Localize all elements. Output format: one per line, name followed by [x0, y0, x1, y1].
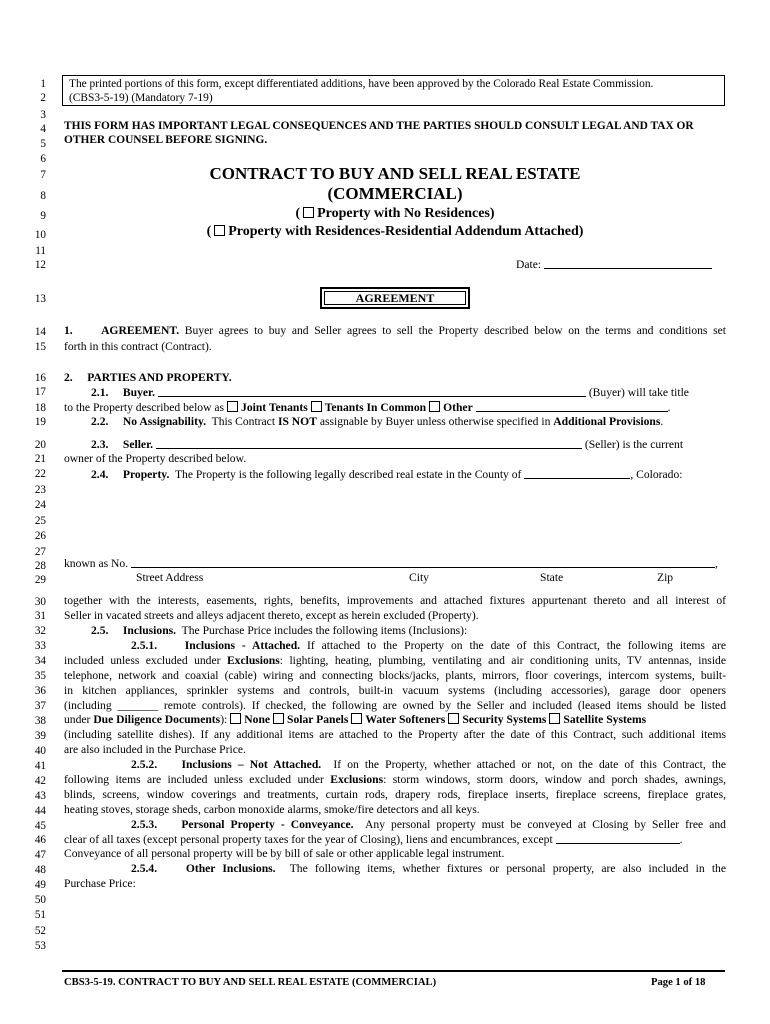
body-line-35: telephone, network and coaxial (cable) wiring and connecting blocks/jacks, plants, mirrors, floor coverings, intercom systems, built- [64, 669, 726, 682]
body-line-40: are also included in the Purchase Price. [64, 743, 246, 756]
agreement-heading-box: AGREEMENT [320, 287, 470, 309]
date-label: Date: [516, 258, 542, 271]
except-field[interactable] [556, 832, 680, 844]
sub-2-5-3-text: Any personal property must be conveyed at Closing by Seller free and [365, 818, 726, 831]
line-number: 20 [34, 439, 46, 451]
tenants-in-common-label: Tenants In Common [324, 401, 427, 414]
sec2-heading: 2. PARTIES AND PROPERTY. [64, 371, 232, 384]
sec1-text: Buyer agrees to buy and Seller agrees to sell the Property described below on the terms and conditions set [184, 324, 726, 337]
sec1-number: 1. [64, 324, 73, 337]
body-line-44: heating stoves, storage sheds, carbon monoxide alarms, smoke/fire detectors and all keys. [64, 803, 480, 816]
notice-line-1: The printed portions of this form, except differentiated additions, have been approved by the Colorado Real Estate Commission. [69, 78, 654, 90]
known-as-row: known as No. , [64, 557, 718, 570]
body-line-30: together with the interests, easements, rights, benefits, improvements and attached fixtures appurtenant thereto and all interest of [64, 594, 726, 607]
addr-state-label: State [540, 571, 564, 584]
body-line-48 [131, 862, 726, 875]
sub-2-5-2-heading: Inclusions – Not Attached. [181, 758, 322, 771]
line-number: 1 [40, 78, 46, 90]
body-line-31: Seller in vacated streets and alleys adjacent thereto, except as herein excluded (Property). [64, 609, 479, 622]
warning-line-1: THIS FORM HAS IMPORTANT LEGAL CONSEQUENCES AND THE PARTIES SHOULD CONSULT LEGAL AND TAX OR [64, 120, 694, 132]
joint-tenants-label: Joint Tenants [241, 401, 308, 414]
none-label: None [244, 713, 271, 726]
inclusions-heading: Inclusions. [122, 624, 177, 637]
inclusions-row [91, 624, 467, 637]
assign-number: 2.2. [91, 415, 109, 428]
line-number: 39 [34, 730, 46, 742]
sub-2-5-4-heading: Other Inclusions. [185, 862, 276, 875]
body-line-34 [64, 654, 726, 667]
title-row: to the Property described below as Joint Tenants Tenants In Common Other . [64, 401, 671, 414]
line-number: 40 [34, 745, 46, 757]
option-no-residences [64, 206, 726, 222]
body-line-38 [64, 713, 726, 726]
assign-is-not: IS NOT [277, 415, 317, 428]
l34-exclusions: Exclusions [226, 654, 280, 667]
line-number: 48 [34, 864, 46, 876]
l42-c: : storm windows, storm doors, window and porch shades, awnings, [383, 773, 726, 786]
satellite-systems-label: Satellite Systems [563, 713, 647, 726]
line-number: 29 [34, 574, 46, 586]
line-number: 33 [34, 640, 46, 652]
line-number: 32 [34, 625, 46, 637]
other-label: Other [443, 401, 473, 414]
line-number: 47 [34, 849, 46, 861]
body-line-36: in kitchen appliances, sprinkler systems and controls, built-in vacuum systems (including accessories), garage door openers [64, 684, 726, 697]
sub-2-5-3-heading: Personal Property - Conveyance. [181, 818, 354, 831]
footer-page-number: Page 1 of 18 [651, 977, 706, 988]
line-number: 17 [34, 386, 46, 398]
body-line-49 [64, 877, 136, 890]
line-number: 50 [34, 894, 46, 906]
line-number: 10 [34, 229, 46, 241]
buyer-row [91, 385, 726, 399]
addr-street-label: Street Address [136, 571, 204, 584]
line-number: 34 [34, 655, 46, 667]
notice-line-2: (CBS3-5-19) (Mandatory 7-19) [69, 92, 213, 104]
line-number: 5 [40, 138, 46, 150]
solar-panels-checkbox[interactable] [273, 713, 284, 724]
sec1-line-2: forth in this contract (Contract). [64, 340, 212, 353]
line-number: 7 [40, 169, 46, 181]
line-number: 41 [34, 760, 46, 772]
line-number: 8 [40, 190, 46, 202]
assignability-row: 2.2. No Assignability. This Contract IS NOT assignable by Buyer unless otherwise specified in Additional Provisions. [91, 415, 664, 428]
sub-2-5-2-number: 2.5.2. [131, 758, 158, 771]
line-number: 42 [34, 775, 46, 787]
l42-a: following items are included unless excluded under [64, 773, 324, 786]
other-checkbox[interactable] [429, 401, 440, 412]
with-residences-checkbox[interactable] [214, 225, 225, 236]
assign-text-2: assignable by Buyer unless otherwise specified in [319, 415, 551, 428]
line-number: 18 [34, 402, 46, 414]
line-number: 52 [34, 925, 46, 937]
line-number: 6 [40, 153, 46, 165]
body-line-42 [64, 773, 726, 786]
body-line-46: clear of all taxes (except personal property taxes for the year of Closing), liens and encumbrances, except . [64, 833, 683, 846]
inclusions-text: The Purchase Price includes the following items (Inclusions): [181, 624, 468, 637]
sub-2-5-2-text: If on the Property, whether attached or not, on the date of this Contract, the [333, 758, 727, 771]
line-number: 12 [34, 259, 46, 271]
tenants-in-common-checkbox[interactable] [311, 401, 322, 412]
line-number: 9 [40, 210, 46, 222]
footer-rule [62, 970, 725, 972]
line-number: 36 [34, 685, 46, 697]
date-field[interactable] [544, 257, 712, 269]
sub-2-5-1-text: If attached to the Property on the date of this Contract, the following items are [306, 639, 727, 652]
solar-panels-label: Solar Panels [287, 713, 349, 726]
option-with-residences [64, 224, 726, 240]
body-line-33 [131, 639, 726, 652]
line-number: 46 [34, 834, 46, 846]
line-number: 31 [34, 610, 46, 622]
property-number: 2.4. [91, 468, 109, 481]
other-field[interactable] [476, 400, 668, 412]
line-number: 30 [34, 596, 46, 608]
line-number: 21 [34, 453, 46, 465]
paren-open: ( [206, 224, 212, 239]
sec1-heading: AGREEMENT. [101, 324, 180, 337]
known-as-label: known as No. [64, 557, 129, 570]
property-text: The Property is the following legally described real estate in the County of [174, 468, 522, 481]
security-systems-checkbox[interactable] [448, 713, 459, 724]
addr-city-label: City [409, 571, 429, 584]
line-number: 22 [34, 468, 46, 480]
seller-line-2: owner of the Property described below. [64, 452, 247, 465]
body-line-43: blinds, screens, window coverings and treatments, curtain rods, drapery rods, fireplace inserts, fireplace screens, fireplace grates, [64, 788, 726, 801]
line-number: 44 [34, 805, 46, 817]
body-line-41 [131, 758, 726, 771]
contract-subtitle: (COMMERCIAL) [327, 184, 463, 203]
sub-2-5-1-heading: Inclusions - Attached. [184, 639, 301, 652]
addr-zip-label: Zip [657, 571, 674, 584]
address-field[interactable] [131, 556, 715, 568]
property-tail: , Colorado: [630, 468, 683, 481]
line-number: 3 [40, 109, 46, 121]
option-with-residences-label: Property with Residences-Residential Addendum Attached) [228, 224, 584, 239]
sub-2-5-4-number: 2.5.4. [131, 862, 158, 875]
option-no-residences-label: Property with No Residences) [317, 206, 495, 221]
satellite-systems-checkbox[interactable] [549, 713, 560, 724]
water-softeners-label: Water Softeners [365, 713, 446, 726]
line-number: 19 [34, 416, 46, 428]
buyer-tail: (Buyer) will take title [588, 386, 689, 399]
body-line-39: (including satellite dishes). If any additional items are attached to the Property after the date of this Contract, such additional items [64, 728, 726, 741]
buyer-number: 2.1. [91, 386, 109, 399]
none-checkbox[interactable] [230, 713, 241, 724]
line-number: 27 [34, 546, 46, 558]
l34-a: included unless excluded under [64, 654, 221, 667]
line-number: 24 [34, 499, 46, 511]
sub-2-5-3-number: 2.5.3. [131, 818, 158, 831]
body-line-47: Conveyance of all personal property will be by bill of sale or other applicable legal instrument. [64, 847, 505, 860]
security-systems-label: Security Systems [462, 713, 547, 726]
footer-form-id: CBS3-5-19. CONTRACT TO BUY AND SELL REAL ESTATE (COMMERCIAL) [64, 977, 437, 988]
buyer-heading: Buyer. [122, 386, 155, 399]
l46-text: clear of all taxes (except personal property taxes for the year of Closing), liens and encumbrances, except [64, 833, 553, 846]
assign-text-1: This Contract [211, 415, 276, 428]
line-number: 11 [35, 245, 46, 257]
body-line-37: (including _______ remote controls). If checked, the following are owned by the Seller and included (leased items should be listed [64, 699, 726, 712]
line-number: 35 [34, 670, 46, 682]
line-number: 28 [34, 560, 46, 572]
line-number: 45 [34, 820, 46, 832]
buyer-name-field[interactable] [158, 385, 586, 397]
line-number: 49 [34, 879, 46, 891]
commission-notice-box [62, 75, 725, 106]
line-number: 23 [34, 484, 46, 496]
line-number: 25 [34, 515, 46, 527]
assign-heading: No Assignability. [122, 415, 207, 428]
seller-row [91, 437, 683, 451]
sec1-line-1 [64, 324, 726, 337]
assign-additional-provisions: Additional Provisions [553, 415, 661, 428]
title-lead: to the Property described below as [64, 401, 225, 414]
inclusions-number: 2.5. [91, 624, 109, 637]
date-row [516, 257, 712, 271]
paren-open: ( [295, 206, 301, 221]
line-number: 26 [34, 530, 46, 542]
line-number: 38 [34, 715, 46, 727]
contract-title: CONTRACT TO BUY AND SELL REAL ESTATE [209, 164, 581, 183]
line-number: 53 [34, 940, 46, 952]
line-number: 51 [34, 909, 46, 921]
l38-colon: ): [220, 713, 228, 726]
sub-2-5-1-number: 2.5.1. [131, 639, 158, 652]
warning-line-2: OTHER COUNSEL BEFORE SIGNING. [64, 134, 268, 146]
property-heading: Property. [122, 468, 170, 481]
line-number: 43 [34, 790, 46, 802]
l34-c: : lighting, heating, plumbing, ventilating and air conditioning units, TV antennas, inside [279, 654, 726, 667]
sub-2-5-4-text: The following items, whether fixtures or personal property, are also included in the [289, 862, 727, 875]
line-number: 4 [40, 123, 46, 135]
body-line-45 [131, 818, 726, 831]
line-number: 13 [34, 293, 46, 305]
line-number: 2 [40, 92, 46, 104]
joint-tenants-checkbox[interactable] [227, 401, 238, 412]
line-number: 37 [34, 700, 46, 712]
seller-tail: (Seller) is the current [584, 438, 684, 451]
property-row [91, 467, 682, 481]
seller-number: 2.3. [91, 438, 109, 451]
line-number: 16 [34, 372, 46, 384]
seller-name-field[interactable] [156, 437, 582, 449]
l42-exclusions: Exclusions [330, 773, 384, 786]
line-number: 14 [34, 326, 46, 338]
county-field[interactable] [524, 467, 630, 479]
l49-text: Purchase Price: [64, 877, 136, 890]
no-residences-checkbox[interactable] [303, 207, 314, 218]
water-softeners-checkbox[interactable] [351, 713, 362, 724]
l38-under: under [64, 713, 91, 726]
l38-due-diligence: Due Diligence Documents [93, 713, 221, 726]
line-number: 15 [34, 341, 46, 353]
seller-heading: Seller. [122, 438, 154, 451]
